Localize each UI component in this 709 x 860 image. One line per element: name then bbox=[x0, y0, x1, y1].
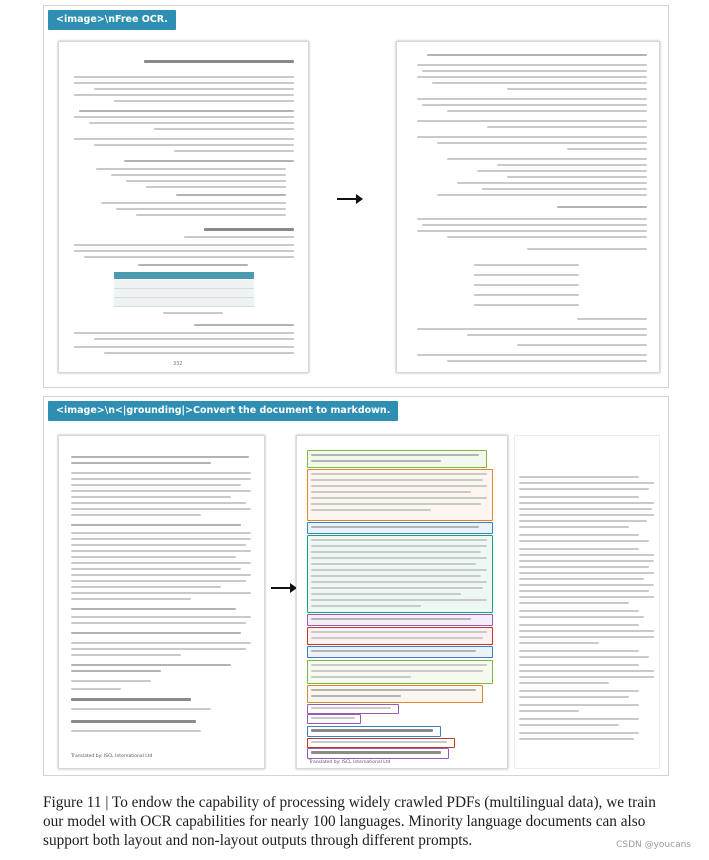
markdown-output-page bbox=[514, 435, 660, 769]
input-document-page bbox=[58, 435, 265, 769]
layout-box bbox=[307, 627, 493, 645]
layout-box bbox=[307, 685, 483, 703]
layout-box bbox=[307, 522, 493, 534]
ocr-output-page bbox=[396, 41, 660, 373]
prompt-label: <image>\nFree OCR. bbox=[48, 10, 176, 30]
layout-box bbox=[307, 646, 493, 658]
layout-box bbox=[307, 704, 399, 714]
page-footer: Translated by: ISCL International Ltd bbox=[309, 760, 391, 765]
layout-box bbox=[307, 614, 493, 626]
input-document-page bbox=[58, 41, 309, 373]
page-number: 332 bbox=[173, 361, 183, 367]
watermark: CSDN @youcans bbox=[616, 840, 691, 850]
prompt-label: <image>\n<|grounding|>Convert the document to markdown. bbox=[48, 401, 398, 421]
layout-box bbox=[307, 714, 361, 724]
page-footer: Translated by: ISCL International Ltd bbox=[71, 754, 153, 759]
grounding-markdown-panel bbox=[43, 396, 669, 776]
arrow-right-icon bbox=[336, 192, 364, 206]
free-ocr-panel bbox=[43, 5, 669, 388]
figure-caption: Figure 11 | To endow the capability of processing widely crawled PDFs (multilingual data), we train our model with OCR capabilities for nearly 100 languages. Minority language documents can also support both layout and non-layout outputs through different prompts. bbox=[43, 794, 656, 849]
layout-box bbox=[307, 450, 487, 468]
grounding-overlay-page bbox=[296, 435, 508, 769]
arrow-right-icon bbox=[270, 581, 298, 595]
layout-box bbox=[307, 469, 493, 521]
layout-box bbox=[307, 738, 455, 748]
